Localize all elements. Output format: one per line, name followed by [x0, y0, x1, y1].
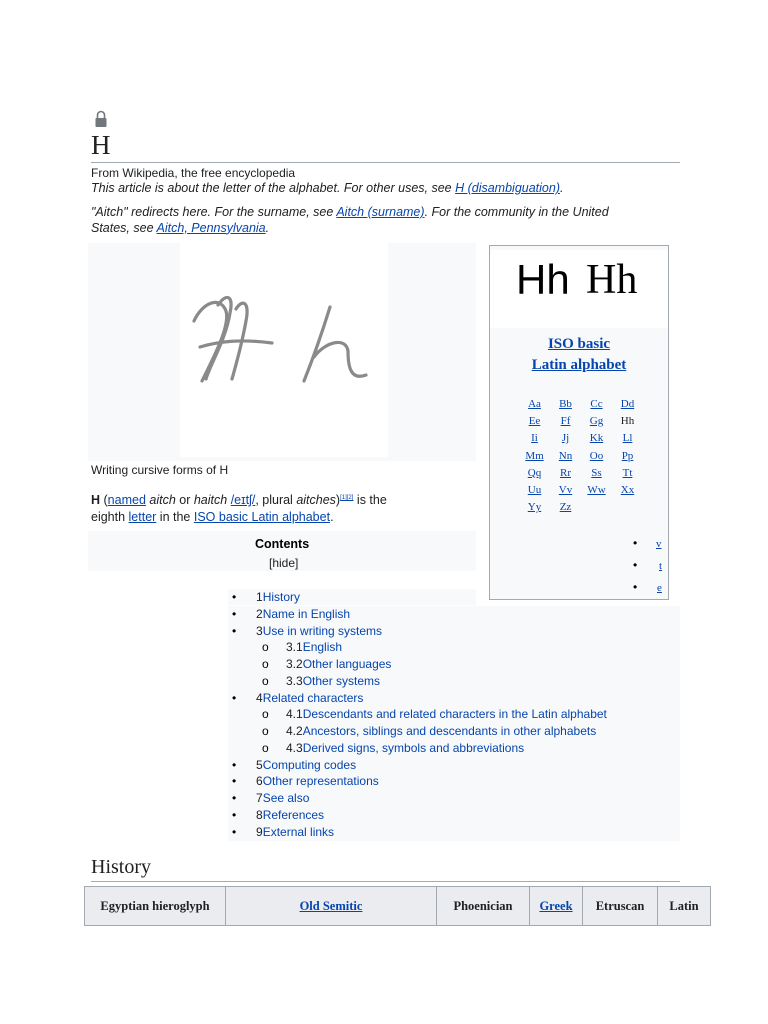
nav-view-link[interactable]: v — [656, 538, 662, 550]
toc-item-number: 3.3 — [286, 673, 303, 688]
nav-talk-link[interactable]: t — [659, 560, 663, 572]
toc-item[interactable] — [262, 656, 392, 673]
table-header-cell — [583, 887, 658, 926]
lead-text: ) — [335, 493, 341, 508]
toc-item-label[interactable]: Descendants and related characters in the Latin alphabet — [302, 707, 607, 722]
table-header-label: Phoenician — [453, 898, 513, 913]
lead-text: ( — [100, 493, 108, 508]
lead-text: or — [175, 493, 194, 508]
toc-item-label[interactable]: Other systems — [302, 673, 381, 688]
toc-item-number: 1 — [256, 590, 263, 604]
alphabet-letter-v[interactable]: Vv — [558, 484, 573, 497]
section-heading-history: History — [91, 856, 151, 878]
toc-item-label[interactable]: References — [262, 807, 325, 822]
toc-item[interactable] — [262, 723, 597, 740]
alphabet-letter-m[interactable]: Mm — [525, 449, 544, 462]
letter-link[interactable]: letter — [128, 510, 157, 525]
hatnote-aitch — [91, 205, 651, 236]
lead-text: in the — [156, 510, 194, 525]
nav-bullet: • — [633, 580, 638, 594]
history-table — [84, 886, 711, 926]
alphabet-title — [490, 334, 668, 376]
alphabet-letter-n[interactable]: Nn — [558, 449, 573, 462]
toc-item[interactable] — [232, 606, 351, 623]
toc-bullet: • — [232, 757, 237, 772]
toc-item-label[interactable]: Derived signs, symbols and abbreviations — [302, 740, 525, 755]
toc-item-label[interactable]: Other languages — [302, 657, 392, 671]
toc-bullet: • — [232, 791, 237, 805]
toc-item-number: 3.1 — [286, 640, 303, 655]
alphabet-letter-f[interactable]: Ff — [560, 415, 571, 428]
nav-bullet: • — [633, 536, 638, 550]
hatnote-text: . — [265, 220, 270, 235]
alphabet-letter-h: Hh — [620, 415, 635, 428]
toc-item-number: 4.1 — [286, 707, 303, 722]
toc-bullet: o — [262, 724, 269, 738]
aitch-surname-link[interactable]: Aitch (surname) — [336, 205, 425, 219]
toc-bullet: • — [232, 606, 237, 621]
toc-item[interactable] — [232, 790, 310, 807]
navbox-links — [490, 530, 668, 598]
toc-item-number: 4.3 — [286, 740, 303, 755]
toc-item[interactable] — [232, 690, 364, 707]
cursive-image-frame[interactable] — [180, 243, 388, 457]
glyph-serif: Hh — [586, 257, 638, 303]
lead-text: is the eighth — [91, 493, 387, 525]
toc-bullet: o — [262, 657, 269, 671]
lead-text: , plural — [255, 493, 297, 508]
table-header-cell — [437, 887, 530, 926]
alphabet-title-line: ISO basic — [547, 336, 611, 352]
toc-item-label[interactable]: Related characters — [262, 690, 364, 705]
iso-alphabet-link[interactable]: ISO basic Latin alphabet — [193, 510, 331, 525]
toc-item[interactable] — [262, 639, 343, 656]
toc-bullet: • — [232, 807, 237, 822]
named-link[interactable]: named — [107, 493, 146, 508]
toc-item-label[interactable]: External links — [262, 824, 335, 839]
page-title: H — [91, 130, 111, 160]
toc-item-number: 6 — [256, 774, 263, 789]
table-header-label: Latin — [669, 898, 699, 913]
alphabet-letter-q[interactable]: Qq — [527, 466, 542, 479]
hatnote-text: . — [560, 181, 564, 195]
table-header-cell — [658, 887, 711, 926]
alphabet-letter-b[interactable]: Bb — [559, 398, 572, 410]
lead-text: . — [330, 510, 334, 525]
aitch-term: aitch — [149, 493, 176, 508]
section-divider — [91, 881, 680, 882]
alphabet-letter-w[interactable]: Ww — [587, 484, 606, 497]
alphabet-letter-s[interactable]: Ss — [591, 466, 602, 479]
alphabet-letter-l[interactable]: Ll — [622, 432, 633, 445]
toc-item[interactable] — [232, 623, 383, 640]
toc-item-label[interactable]: Name in English — [262, 606, 351, 621]
figure-caption: Writing cursive forms of H — [91, 463, 229, 477]
table-header-link[interactable]: Greek — [539, 898, 573, 913]
toc-item-number: 4 — [256, 690, 263, 705]
lead-bold-term: H — [91, 493, 101, 508]
toc-bullet: • — [232, 690, 237, 705]
alphabet-letter-grid — [519, 396, 643, 516]
toc-item-label[interactable]: English — [302, 640, 343, 655]
alphabet-letter-y[interactable]: Yy — [527, 501, 542, 514]
toc-item-label[interactable]: Use in writing systems — [262, 623, 383, 638]
toc-item[interactable] — [232, 824, 335, 841]
toc-item-number: 4.2 — [286, 724, 303, 738]
toc-item-label[interactable]: Other representations — [262, 774, 379, 789]
toc-item[interactable] — [262, 740, 525, 757]
alphabet-title-line: Latin alphabet — [531, 357, 627, 373]
alphabet-letter-p[interactable]: Pp — [621, 449, 634, 462]
ipa-link[interactable]: /eɪtʃ/ — [230, 493, 256, 508]
toc-bullet: o — [262, 640, 269, 655]
hatnote-disambiguation — [91, 181, 651, 197]
aitches-term: aitches — [296, 493, 336, 508]
toc-bullet: o — [262, 740, 269, 755]
title-divider — [91, 162, 680, 163]
toc-hide-toggle[interactable]: [hide] — [269, 556, 299, 570]
toc-item-number: 5 — [256, 757, 263, 772]
alphabet-letter-a[interactable]: Aa — [528, 398, 541, 410]
table-header-label: Etruscan — [595, 898, 645, 913]
toc-item[interactable] — [232, 589, 301, 606]
toc-item-number: 3.2 — [286, 657, 303, 671]
table-header-cell[interactable] — [226, 887, 437, 926]
hatnote-text: . For the community in the United States, see — [91, 205, 609, 235]
alphabet-letter-r[interactable]: Rr — [560, 466, 571, 479]
hatnote-text: "Aitch" redirects here. For the surname, see — [91, 205, 337, 219]
alphabet-title-link[interactable] — [532, 336, 627, 373]
table-header-cell — [85, 887, 226, 926]
site-tagline: From Wikipedia, the free encyclopedia — [91, 166, 296, 180]
toc-bullet: • — [232, 623, 237, 638]
toc-item-number: 8 — [256, 807, 263, 822]
toc-item-number: 7 — [256, 791, 263, 805]
alphabet-letter-i[interactable]: Ii — [531, 432, 538, 445]
nav-edit-link[interactable]: e — [657, 582, 662, 594]
toc-item[interactable] — [262, 673, 381, 690]
cursive-h-image — [180, 243, 388, 457]
history-table-header-row — [85, 887, 711, 926]
alphabet-letter-o[interactable]: Oo — [589, 449, 604, 462]
toc-bullet: o — [262, 707, 269, 722]
table-header-cell[interactable] — [530, 887, 583, 926]
nav-bullet: • — [633, 558, 638, 572]
toc-bullet: • — [232, 590, 237, 604]
toc-item[interactable] — [232, 807, 325, 824]
toc-item[interactable] — [232, 757, 357, 774]
table-header-label: Egyptian hieroglyph — [100, 898, 210, 913]
toc-item-label[interactable]: See also — [262, 791, 310, 805]
disambiguation-link[interactable]: H (disambiguation) — [455, 181, 561, 195]
toc-bullet: o — [262, 673, 269, 688]
alphabet-letter-j[interactable]: Jj — [561, 432, 570, 445]
toc-item-number: 3 — [256, 623, 263, 638]
toc-bullet: • — [232, 774, 237, 789]
alphabet-letter-t[interactable]: Tt — [622, 466, 633, 479]
toc-bullet: • — [232, 824, 237, 839]
alphabet-letter-k[interactable]: Kk — [589, 432, 604, 445]
toc-item-number: 2 — [256, 606, 263, 621]
toc-item-label[interactable]: Computing codes — [262, 757, 357, 772]
reference-link[interactable]: [1][2] — [340, 495, 354, 501]
alphabet-letter-c[interactable]: Cc — [590, 398, 603, 410]
alphabet-letter-x[interactable]: Xx — [620, 484, 635, 497]
table-header-link[interactable]: Old Semitic — [299, 898, 363, 913]
toc-item-label[interactable]: History — [262, 590, 301, 604]
glyph-sans-serif: Hh — [516, 256, 570, 303]
toc-item[interactable] — [262, 706, 607, 723]
alphabet-letter-u[interactable]: Uu — [527, 484, 542, 497]
haitch-term: haitch — [193, 493, 228, 508]
toc-item[interactable] — [232, 773, 379, 790]
lead-paragraph — [91, 490, 421, 526]
aitch-pennsylvania-link[interactable]: Aitch, Pennsylvania — [156, 220, 266, 235]
hatnote-text: This article is about the letter of the alphabet. For other uses, see — [91, 181, 456, 195]
alphabet-letter-d[interactable]: Dd — [620, 398, 635, 410]
toc-title: Contents — [255, 537, 310, 551]
alphabet-letter-g[interactable]: Gg — [589, 415, 604, 428]
alphabet-letter-e[interactable]: Ee — [528, 415, 541, 428]
toc-item-number: 9 — [256, 824, 263, 839]
alphabet-letter-z[interactable]: Zz — [559, 501, 572, 514]
toc-item-label[interactable]: Ancestors, siblings and descendants in other alphabets — [302, 724, 597, 738]
lock-icon — [94, 110, 108, 128]
